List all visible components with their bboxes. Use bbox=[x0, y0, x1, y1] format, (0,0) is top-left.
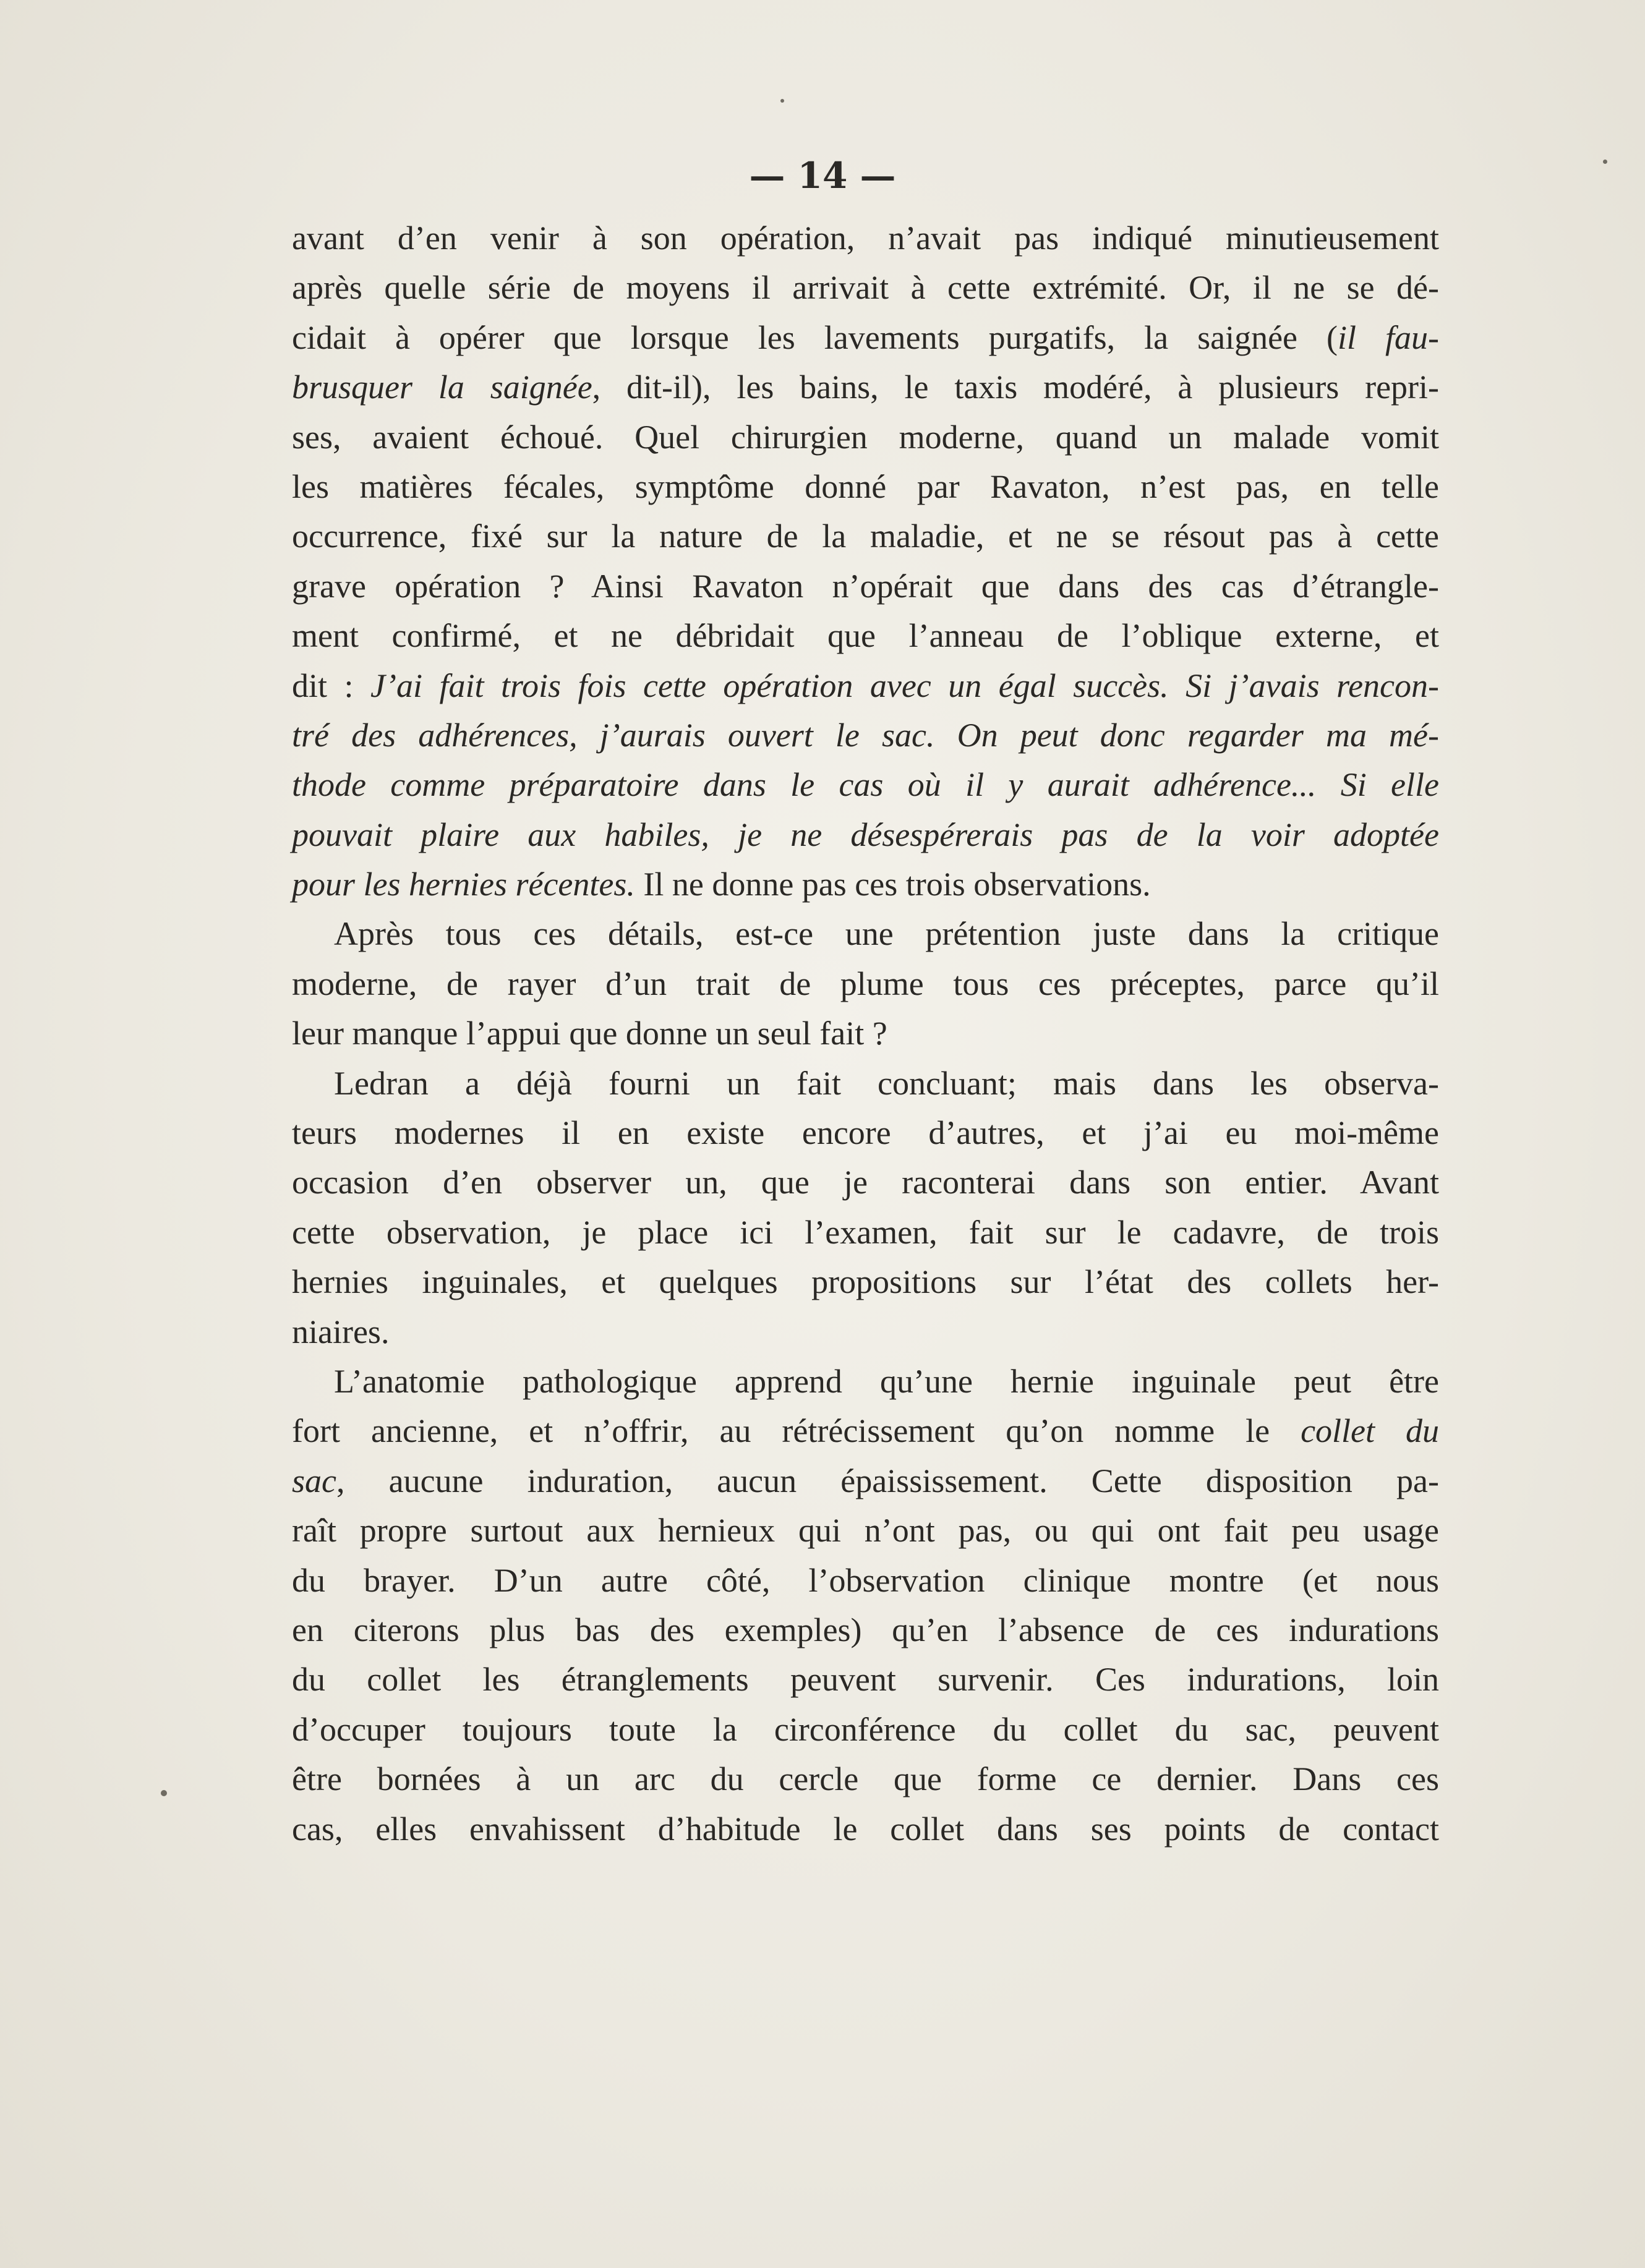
text-segment: dit : bbox=[292, 667, 370, 704]
text-line bbox=[292, 661, 1439, 710]
text-line bbox=[292, 1307, 1439, 1357]
paper-speck bbox=[161, 1790, 167, 1796]
text-line bbox=[292, 859, 1439, 909]
text-line bbox=[292, 1655, 1439, 1704]
text-segment: occasion d’en observer un, que je raconterai dans son entier. Avant bbox=[292, 1164, 1439, 1201]
text-segment: les matières fécales, symptôme donné par Ravaton, n’est pas, en telle bbox=[292, 467, 1439, 505]
text-segment: hernies inguinales, et quelques propositions sur l’état des collets her- bbox=[292, 1263, 1439, 1301]
text-line bbox=[292, 362, 1439, 412]
text-segment: d’occuper toujours toute la circonférence du collet du sac, peuvent bbox=[292, 1710, 1439, 1748]
text-line bbox=[292, 1008, 1439, 1058]
italic-text: pouvait plaire aux habiles, je ne désespérerais pas de la voir adoptée bbox=[292, 816, 1439, 853]
text-segment: leur manque l’appui que donne un seul fait ? bbox=[292, 1015, 887, 1052]
text-line bbox=[292, 561, 1439, 611]
text-line bbox=[292, 213, 1439, 263]
text-line bbox=[292, 1208, 1439, 1257]
text-line bbox=[292, 511, 1439, 561]
italic-text: pour les hernies récentes. bbox=[292, 866, 635, 903]
text-segment: être bornées à un arc du cercle que forme ce dernier. Dans ces bbox=[292, 1760, 1439, 1798]
text-segment: moderne, de rayer d’un trait de plume tous ces préceptes, parce qu’il bbox=[292, 965, 1439, 1002]
text-line bbox=[292, 909, 1439, 958]
text-line bbox=[292, 1257, 1439, 1307]
text-line bbox=[292, 412, 1439, 462]
text-segment: Après tous ces détails, est-ce une prétention juste dans la critique bbox=[334, 915, 1439, 953]
text-segment: après quelle série de moyens il arrivait à cette extrémité. Or, il ne se dé- bbox=[292, 269, 1439, 307]
text-segment: grave opération ? Ainsi Ravaton n’opérait que dans des cas d’étrangle- bbox=[292, 567, 1439, 605]
text-segment: raît propre surtout aux hernieux qui n’ont pas, ou qui ont fait peu usage bbox=[292, 1512, 1439, 1550]
text-segment: cidait à opérer que lorsque les lavements purgatifs, la saignée ( bbox=[292, 318, 1338, 356]
text-segment: L’anatomie pathologique apprend qu’une hernie inguinale peut être bbox=[334, 1362, 1439, 1400]
text-line bbox=[292, 313, 1439, 362]
italic-text: collet du bbox=[1301, 1412, 1439, 1450]
italic-text: il fau- bbox=[1338, 318, 1439, 356]
paper-speck bbox=[1603, 160, 1607, 164]
text-line bbox=[292, 1705, 1439, 1754]
text-segment: en citerons plus bas des exemples) qu’en l’absence de ces indurations bbox=[292, 1611, 1439, 1648]
text-segment: ment confirmé, et ne débridait que l’anneau de l’oblique externe, et bbox=[292, 617, 1439, 655]
text-line bbox=[292, 760, 1439, 809]
text-segment: Il ne donne pas ces trois observations. bbox=[634, 866, 1151, 903]
text-segment: occurrence, fixé sur la nature de la maladie, et ne se résout pas à cette bbox=[292, 518, 1439, 555]
text-segment: ses, avaient échoué. Quel chirurgien moderne, quand un malade vomit bbox=[292, 418, 1439, 456]
text-line bbox=[292, 1605, 1439, 1655]
text-line bbox=[292, 1754, 1439, 1804]
text-line bbox=[292, 1357, 1439, 1406]
text-line bbox=[292, 611, 1439, 660]
text-segment: fort ancienne, et n’offrir, au rétrécissement qu’on nomme le bbox=[292, 1412, 1301, 1450]
text-line bbox=[292, 263, 1439, 312]
text-segment: niaires. bbox=[292, 1313, 390, 1350]
text-segment: Ledran a déjà fourni un fait concluant; mais dans les observa- bbox=[334, 1064, 1439, 1102]
page-number: — 14 — bbox=[749, 155, 896, 197]
text-line bbox=[292, 1804, 1439, 1854]
italic-text: sac bbox=[292, 1462, 336, 1499]
text-segment: du collet les étranglements peuvent survenir. Ces indurations, loin bbox=[292, 1661, 1439, 1699]
text-line bbox=[292, 1506, 1439, 1555]
text-line bbox=[292, 1108, 1439, 1157]
text-line bbox=[292, 1556, 1439, 1605]
text-line bbox=[292, 1406, 1439, 1456]
italic-text: brusquer la saignée bbox=[292, 369, 592, 406]
body-text bbox=[292, 213, 1439, 1854]
text-line bbox=[292, 710, 1439, 760]
text-segment: teurs modernes il en existe encore d’autres, et j’ai eu moi-même bbox=[292, 1114, 1439, 1152]
text-segment: avant d’en venir à son opération, n’avait pas indiqué minutieusement bbox=[292, 220, 1439, 257]
text-segment: cas, elles envahissent d’habitude le collet dans ses points de contact bbox=[292, 1810, 1439, 1848]
text-segment: du brayer. D’un autre côté, l’observation clinique montre (et nous bbox=[292, 1561, 1439, 1599]
text-segment: cette observation, je place ici l’examen, fait sur le cadavre, de trois bbox=[292, 1213, 1439, 1251]
italic-text: J’ai fait trois fois cette opération avec un égal succès. Si j’avais rencon- bbox=[370, 667, 1439, 704]
text-line bbox=[292, 959, 1439, 1008]
text-line bbox=[292, 810, 1439, 859]
italic-text: thode comme préparatoire dans le cas où il y aurait adhérence... Si elle bbox=[292, 766, 1439, 804]
text-line bbox=[292, 1456, 1439, 1506]
text-line bbox=[292, 462, 1439, 511]
paper-speck bbox=[780, 99, 784, 103]
italic-text: tré des adhérences, j’aurais ouvert le sac. On peut donc regarder ma mé- bbox=[292, 716, 1439, 754]
text-segment: , aucune induration, aucun épaississement. Cette disposition pa- bbox=[336, 1462, 1439, 1499]
text-line bbox=[292, 1157, 1439, 1207]
text-segment: , dit-il), les bains, le taxis modéré, à plusieurs repri- bbox=[592, 369, 1440, 406]
text-line bbox=[292, 1059, 1439, 1108]
